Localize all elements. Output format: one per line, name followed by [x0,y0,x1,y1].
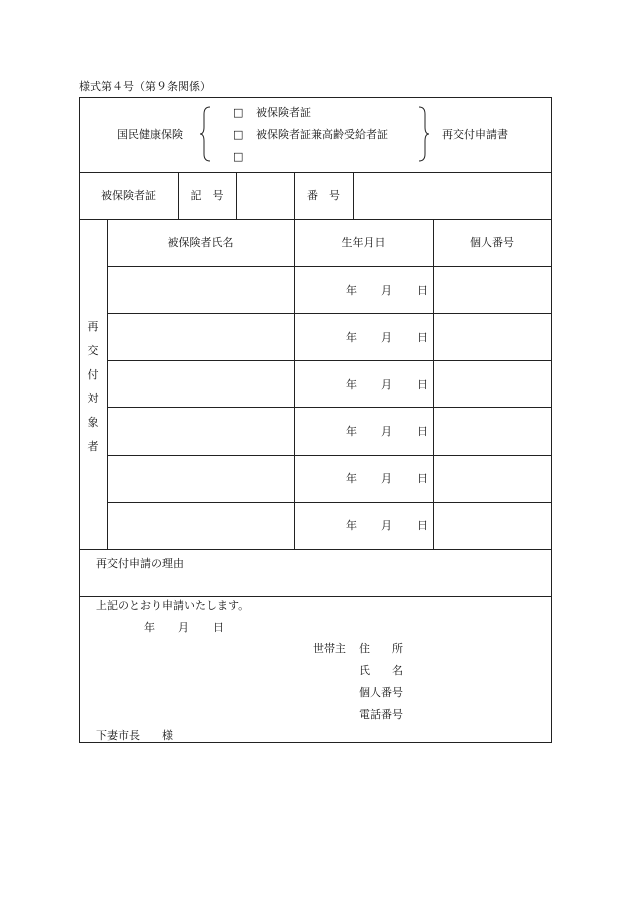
day-unit: 日 [417,425,428,438]
header-right-label: 再交付申請書 [442,128,508,141]
householder-label: 世帯主 [313,642,346,655]
declaration-day: 日 [213,621,224,634]
year-unit: 年 [346,284,357,297]
form-number: 様式第４号（第９条関係） [79,80,211,93]
card-label: 被保険者証 [101,189,156,202]
frame-right [551,97,552,743]
divider-card-4 [353,172,354,219]
option-checkbox-1[interactable]: □ [233,106,244,119]
declaration-year: 年 [144,621,155,634]
frame-top [79,97,552,98]
targets-side-label: 再 交 付 対 象 者 [87,320,99,453]
divider-row-3 [107,407,552,408]
right-brace-icon [418,106,430,162]
divider-col-1 [294,219,295,549]
divider-card-2 [236,172,237,219]
reason-label: 再交付申請の理由 [96,557,184,570]
option-checkbox-2[interactable]: □ [233,128,244,141]
divider-col-header [107,266,552,267]
month-unit: 月 [381,331,392,344]
symbol-label: 記 号 [190,189,224,202]
left-brace-icon [200,106,212,162]
month-unit: 月 [381,472,392,485]
divider-row-2 [107,360,552,361]
day-unit: 日 [417,519,428,532]
declaration-text: 上記のとおり申請いたします。 [96,599,250,612]
divider-row-5 [107,502,552,503]
month-unit: 月 [381,425,392,438]
header-left-label: 国民健康保険 [117,128,183,141]
option-label-1: 被保険者証 [256,106,311,119]
divider-targets-end [79,549,552,550]
applicant-personal-number-label: 個人番号 [359,686,403,699]
year-unit: 年 [346,519,357,532]
option-label-2: 被保険者証兼高齢受給者証 [256,128,388,141]
divider-card-row [79,219,552,220]
address-label: 住 所 [359,642,403,655]
year-unit: 年 [346,378,357,391]
phone-label: 電話番号 [359,708,403,721]
day-unit: 日 [417,284,428,297]
month-unit: 月 [381,284,392,297]
col-header-personal-number: 個人番号 [470,236,514,249]
day-unit: 日 [417,331,428,344]
year-unit: 年 [346,331,357,344]
frame-bottom [79,742,552,743]
year-unit: 年 [346,472,357,485]
month-unit: 月 [381,519,392,532]
col-header-name: 被保険者氏名 [167,236,234,249]
year-unit: 年 [346,425,357,438]
addressee: 下妻市長 様 [96,729,173,742]
divider-col-2 [433,219,434,549]
col-header-birthdate: 生年月日 [341,236,386,249]
divider-row-1 [107,313,552,314]
divider-side-label [107,219,108,549]
day-unit: 日 [417,472,428,485]
month-unit: 月 [381,378,392,391]
option-checkbox-3[interactable]: □ [233,150,244,163]
declaration-month: 月 [178,621,189,634]
applicant-name-label: 氏 名 [359,664,403,677]
divider-reason-end [79,596,552,597]
divider-row-4 [107,455,552,456]
divider-header [79,172,552,173]
day-unit: 日 [417,378,428,391]
number-label: 番 号 [307,189,340,202]
